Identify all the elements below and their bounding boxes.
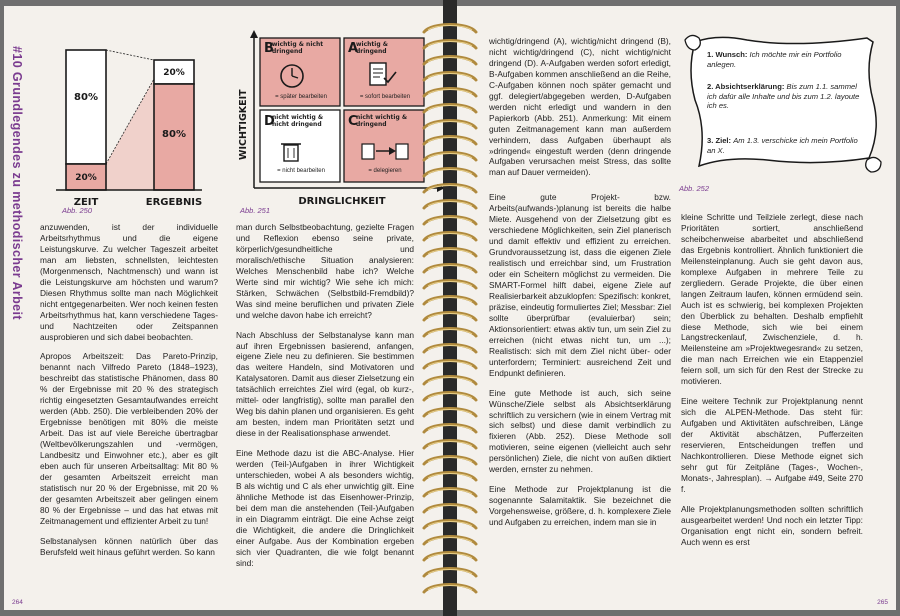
scroll-item-3-text: Am 1.3. verschicke ich mein Portfolio an X.	[707, 136, 858, 155]
scroll-curl-top	[685, 35, 700, 50]
matrix-y-arrow	[250, 30, 258, 38]
figure-250-pareto	[44, 42, 204, 212]
right-column-1	[489, 36, 671, 537]
quadrant-b-letter: B	[264, 41, 274, 56]
zeit-axis-label: ZEIT	[73, 197, 99, 208]
chapter-title-text: #10 Grundlegendes zu methodischer Arbeit	[10, 46, 24, 320]
paragraph: Apropos Arbeitszeit: Das Pareto-Prinzip, benannt nach Vilfredo Pareto (1848–1923), beschreibt das statistische Phänomen, dass 80 % der Ergebnisse mit 20 % des strategisch richtig eingesetzten Gesamtaufwandes erreicht werden (Abb. 250). Die verbleibenden 20% der Ergebnisse benötigen mit 80% die meiste Arbeit. Das ist auf viele Bereiche übertragbar (Weltbevölkerungszahlen und -vermögen, Landbesitz und Einwohner etc.), aber es gilt eben auch für unseren Arbeitsalltag: Mit 80 % der gesamten Arbeitszeit erreicht man statistisch nur 20 % der Ergebnisse, mit 20 % der gesamten Arbeitszeit aber gelingen einem 80 % der Ergebnisse – und das hat etwas mit Zeitmanagement und effizienter Arbeit zu tun!	[40, 351, 218, 526]
paragraph: kleine Schritte und Teilziele zerlegt, diese nach Prioritäten sortiert, anschließend scheibchenweise abarbeitet und abschließend das Ergebnis kontrolliert. Ähnlich funktioniert die Meilensteinplanung. Auch sie geht davon aus, komplexe Aufgaben in mehrere Teile zu zergliedern. Gerade Projekte, die über einen langen Zeitraum laufen, können ermüdend sein. Auch ist es schwierig, bei komplexen Projekten den Überblick zu behalten. Deshalb empfiehlt diese Methode, sich wie bei einem Langstreckenlauf, Zwischenziele, d. h. Meilensteine am »Projektwegesrand« zu setzen, die man nach Erreichen wie ein Etappenziel feiern soll, um sich für den Rest der Strecke zu motivieren.	[681, 212, 863, 387]
quadrant-c-action: = delegieren	[368, 168, 402, 174]
scroll-item-2	[707, 82, 867, 111]
quadrant-d-letter: D	[264, 114, 275, 129]
spiral-binding	[418, 20, 482, 600]
scroll-item-1-text: Ich möchte mir ein Portfolio anlegen.	[707, 50, 842, 69]
quadrant-d-action: = nicht bearbeiten	[277, 168, 325, 174]
ergebnis-top-label: 20%	[163, 68, 185, 78]
quadrant-b-action: = später bearbeiten	[275, 94, 327, 100]
quadrant-c-letter: C	[348, 114, 358, 129]
scroll-item-1	[707, 50, 867, 69]
paragraph: Nach Abschluss der Selbstanalyse kann man auf ihren Ergebnissen basierend, anfangen, eigene Ziele neu zu definieren. Sie bestimmen das weitere Handeln, sind Motivatoren und Katalysatoren. Damit aus dieser Zielsetzung ein tatsächlich erreichtes Ziel wird (egal, ob kurz-, mittel- oder langfristig), sollte man parallel den Weg bis dahin planen und organisieren. Es geht am besten, indem man Prioritäten setzt und diese in der Realisationsphase anwendet.	[236, 329, 414, 439]
left-column-2	[236, 222, 414, 578]
paragraph: Eine Methode dazu ist die ABC-Analyse. Hier werden (Teil-)Aufgaben in ihrer Wichtigkeit unterschieden, wobei A als besonders wichtig, B als wichtig und C als eher unwichtig gilt. Eine ähnliche Methode ist das Eisenhower-Prinzip, bei dem man die anstehenden (Teil-)Aufgaben in ein Diagramm einträgt. Die eine Achse zeigt die Wichtigkeit, die andere die Dringlichkeit einer Aufgabe. Aus der Kombination ergeben sich vier Quadranten, die wie folgt benannt sind:	[236, 448, 414, 568]
zeit-bottom-label: 20%	[75, 173, 97, 183]
dringlichkeit-axis-label: DRINGLICHKEIT	[298, 196, 386, 207]
quadrant-b-title: wichtig & nicht dringend	[272, 41, 324, 55]
pareto-connector-line-top	[106, 50, 154, 60]
figure-250-caption: Abb. 250	[62, 206, 93, 215]
paragraph: man durch Selbstbeobachtung, gezielte Fragen und Reflexion ebenso seine private, körperlich/gesundheitliche und moralisch/ethische Situation analysieren: Welches Menschenbild habe ich? Welche Werte sind mir wichtig? Wie sehe ich mich: Stärken, Schwächen (Selbstbild-Fremdbild)? Was sind meine beruflichen und privaten Ziele und welche davon habe ich erreicht?	[236, 222, 414, 320]
pareto-connector-shade	[106, 79, 154, 190]
zeit-bar-80	[66, 50, 106, 164]
quadrant-a-letter: A	[348, 41, 359, 56]
quadrant-a-action: = sofort bearbeiten	[359, 94, 411, 100]
ergebnis-bottom-label: 80%	[162, 129, 186, 140]
wichtigkeit-axis-label: WICHTIGKEIT	[238, 89, 249, 160]
zeit-top-label: 80%	[74, 92, 98, 103]
figure-252-scroll	[677, 30, 885, 180]
figure-251-caption: Abb. 251	[240, 206, 271, 215]
left-page	[4, 6, 447, 610]
quadrant-a-title: wichtig & dringend	[356, 41, 388, 55]
scroll-item-3	[707, 136, 867, 155]
ergebnis-axis-label: ERGEBNIS	[145, 197, 203, 208]
scroll-item-2-text: Bis zum 1.1. sammel ich dafür alle Inhalte und bis zum 1.2. layoute ich es.	[707, 82, 860, 111]
paragraph: Eine gute Methode ist auch, sich seine Wünsche/Ziele selbst als Absichtserklärung schriftlich zu versichern (wie in einem Vertrag mit sich selbst) und diese damit verbindlich zu fixieren (Abb. 252). Diese Methode soll motivieren, seine eigenen (vielleicht auch sehr persönlichen) Ziele, die nicht von außen diktiert werden, ernster zu nehmen.	[489, 387, 671, 475]
scroll-item-2-label: 2. Absichtserklärung:	[707, 82, 785, 91]
scroll-item-1-label: 1. Wunsch:	[707, 50, 748, 59]
figure-251-eisenhower	[232, 28, 447, 210]
paragraph: Eine weitere Technik zur Projektplanung nennt sich die ALPEN-Methode. Das steht für: Aufgaben und Aktivitäten aufschreiben, Länge der Aktivität abschätzen, Pufferzeiten reservieren, Entscheidungen treffen und Nachkontrollieren. Diese Methode eignet sich sehr gut für Zeitpläne (Tages-, Wochen-, Monats-, Jahresplan). → Aufgabe #49, Seite 270 f.	[681, 396, 863, 494]
quadrant-c-title: nicht wichtig & dringend	[356, 114, 408, 128]
paragraph: Eine Methode zur Projektplanung ist die sogenannte Salamitaktik. Sie bezeichnet die Vorgehensweise, größere, d. h. komplexere Ziele und Aufgaben zu erreichen, indem man sie in	[489, 484, 671, 528]
page-number-left: 264	[12, 599, 23, 606]
page-number-right: 265	[877, 599, 888, 606]
paragraph: Alle Projektplanungsmethoden sollten schriftlich ausgearbeitet werden! Und noch ein letzter Tipp: Organisation engt nicht ein, sondern befreit. Auch wenn es erst	[681, 503, 863, 547]
right-column-2	[681, 212, 863, 557]
pareto-chart-svg	[44, 42, 204, 212]
scroll-curl-bottom	[866, 157, 881, 172]
paragraph: Selbstanalysen können natürlich über das Berufsfeld weit hinaus geführt werden. So kann	[40, 535, 218, 557]
quadrant-d-title: nicht wichtig & nicht dringend	[272, 114, 324, 128]
chapter-side-title	[10, 46, 24, 320]
paragraph: wichtig/dringend (A), wichtig/nicht dringend (B), nicht wichtig/dringend (C), nicht wichtig/nicht dringend (D). A-Aufgaben werden sofort erledigt, B-Aufgaben kommen anschließend an die Reihe, C-Aufgaben können noch später gemacht und ggf. delegiert/abgegeben werden, D-Aufgaben werden nicht erledigt und wandern in den Papierkorb (Abb. 251). Anmerkung: Mit einem guten Zeitmanagement kann man außerdem verhindern, dass Aufgaben überhaupt als »dringend« eingestuft werden (denn dringende Aufgaben verursachen meist Stress, das sollte man auf Dauer vermeiden).	[489, 36, 671, 178]
right-page	[453, 6, 896, 610]
scroll-item-3-label: 3. Ziel:	[707, 136, 732, 145]
left-column-1	[40, 222, 218, 567]
paragraph: Eine gute Projekt- bzw. Arbeits(aufwands-)planung ist bereits die halbe Miete. Ausgehend von der Zielsetzung gibt es verschiedene Möglichkeiten, sein Ziel planerisch und damit effektiv und effizient zu erreichen. Grundvoraussetzung ist, dass die eigenen Ziele realistisch und erreichbar sind, um Frustration oder ein Scheitern möglichst zu vermeiden. Die SMART-Formel hilft dabei, eigene Ziele auf Realisierbarkeit abzuklopfen: Spezifisch: konkret, präzise, eindeutig formuliertes Ziel; Messbar: Ziel sollte überprüfbar (evaluierbar) sein; Aktionsorientiert: etwas aktiv tun, um sein Ziel zu erreichen (nicht etwas nicht tun, um ...); Realistisch: sich mit dem Ziel nicht über- oder unterfordern; Terminiert: ausreichend Zeit und Endpunkt definieren.	[489, 192, 671, 378]
paragraph: anzuwenden, ist der individuelle Arbeitsrhythmus und die eigene Leistungskurve. Zu welcher Tageszeit arbeitet man am liebsten, schnellsten, leichtesten (Morgenmensch, Nachtmensch) und wann ist die Leistungskurve am höchsten und warum? Diesen Rhythmus sollte man nach Möglichkeit nicht entgegenarbeiten. Wer noch keinen festen Arbeitsrhythmus hat, kann verschiedene Tages- und Nachtzeiten oder Zeitspannen ausprobieren und sich dabei beobachten.	[40, 222, 218, 342]
figure-252-caption: Abb. 252	[679, 184, 710, 193]
